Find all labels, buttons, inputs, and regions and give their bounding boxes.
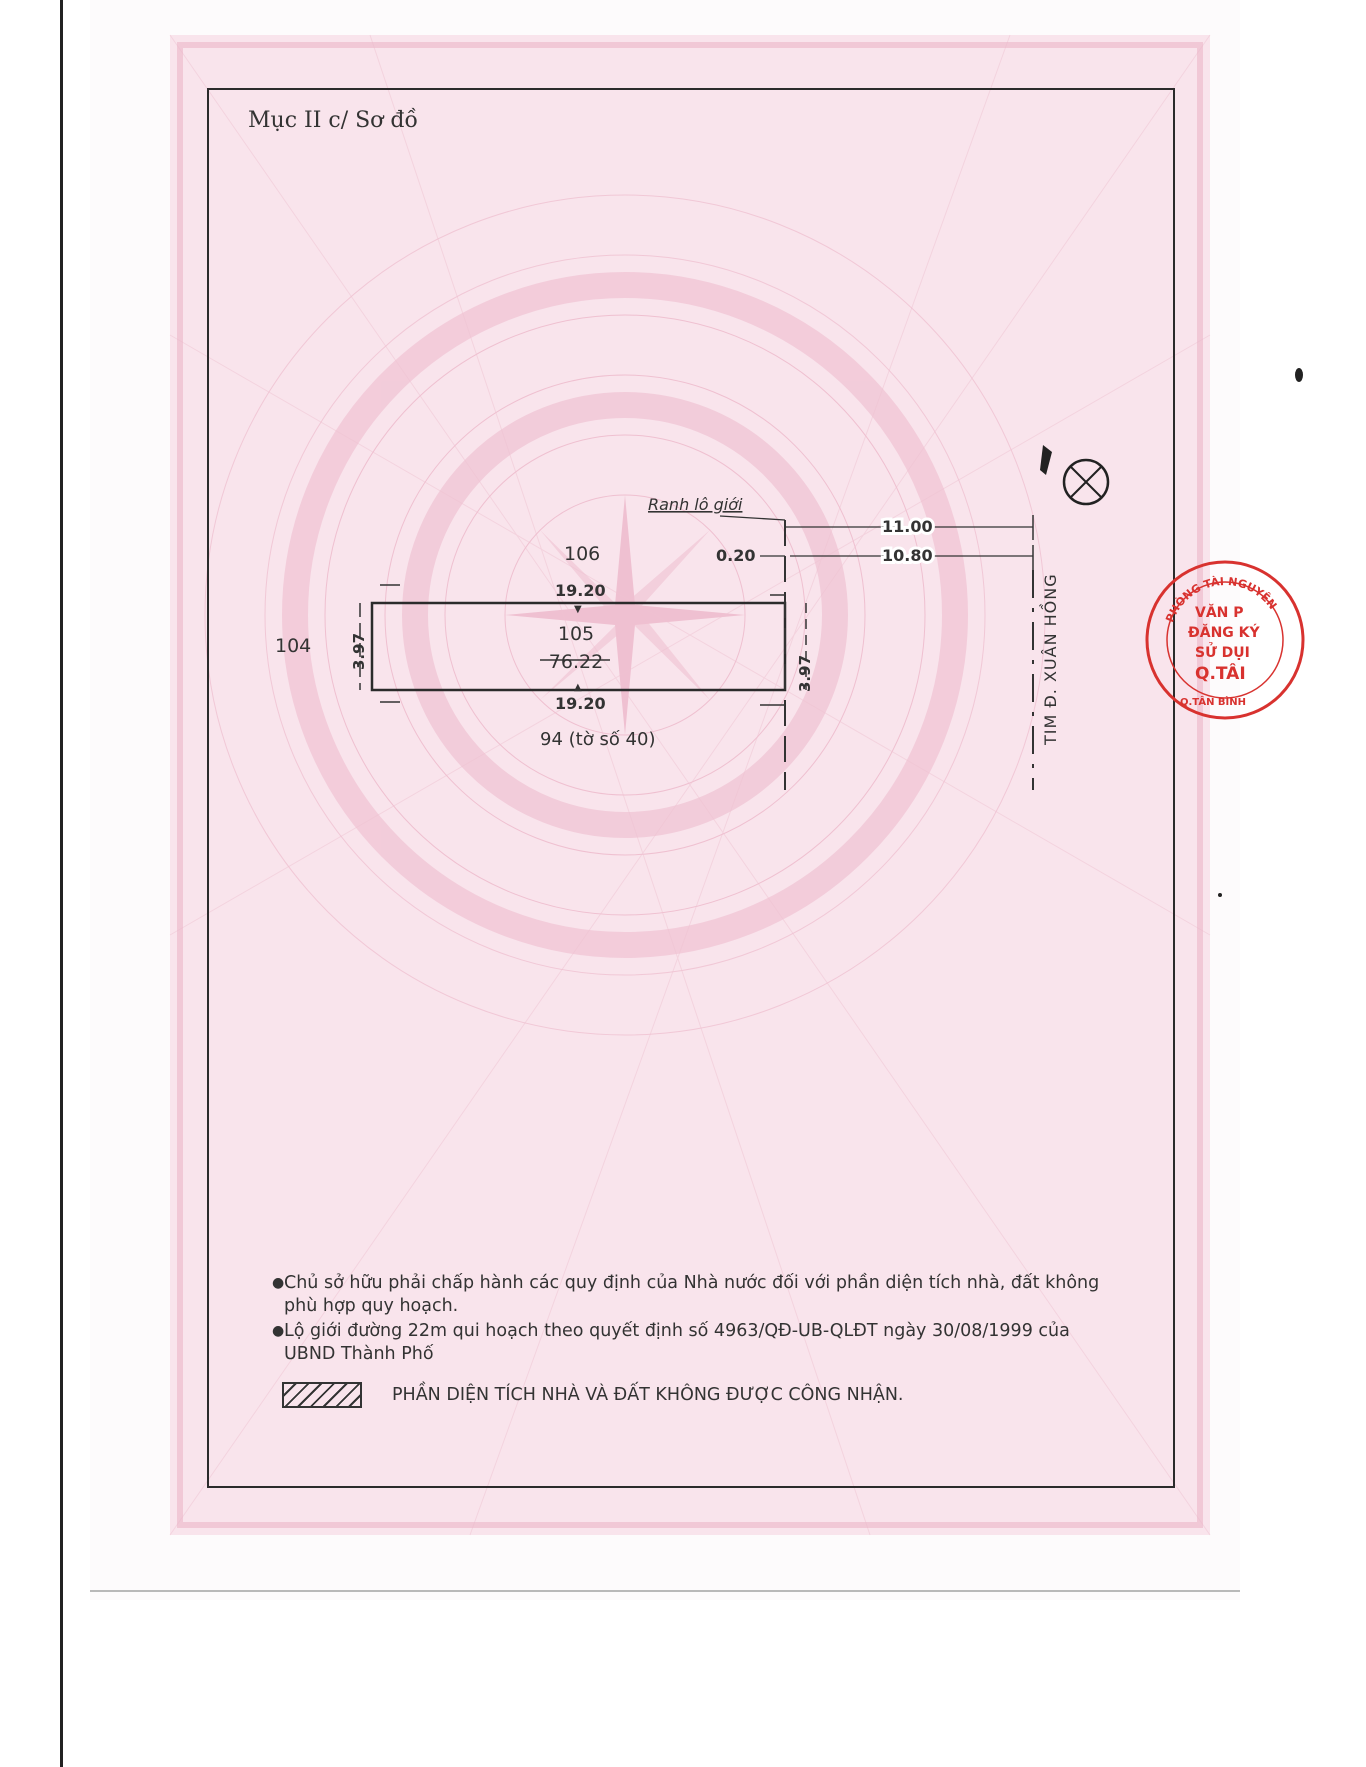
right-width-label: 3.97: [796, 654, 814, 692]
note-text: Chủ sở hữu phải chấp hành các quy định của Nhà nước đối với phần diện tích nhà, đất không phù hợp quy hoạch.: [284, 1273, 1100, 1316]
top-arrow: ▼: [574, 604, 582, 615]
parcel-area: 76.22: [548, 651, 604, 673]
section-title: Mục II c/ Sơ đồ: [248, 108, 418, 133]
scan-speck: [1218, 893, 1222, 897]
bottom-length-label: 19.20: [555, 694, 606, 713]
note-item: [272, 1272, 1122, 1318]
parcel-number: 105: [557, 623, 595, 645]
hatch-swatch: [282, 1382, 362, 1408]
stamp-seal: [1140, 555, 1310, 725]
left-width-label: 3.97: [350, 632, 368, 670]
boundary-label: Ranh lô giới: [648, 495, 743, 514]
official-stamp: [1140, 555, 1280, 725]
neighbor-south: 94 (tờ số 40): [540, 729, 656, 750]
boundary-to-centerline-label: 10.80: [882, 546, 933, 565]
centerline-distance-label: 11.00: [882, 517, 933, 536]
bottom-arrow: ▲: [574, 682, 582, 693]
compass-icon: [1040, 445, 1108, 504]
stamp-bottom-text: Q.TÂN BÌNH: [1180, 697, 1247, 708]
offset-label: 0.20: [716, 546, 756, 565]
top-length-label: 19.20: [555, 581, 606, 600]
stamp-line: ĐĂNG KÝ: [1188, 625, 1260, 641]
road-label: TIM Đ. XUÂN HỒNG: [1041, 573, 1060, 745]
parcel-outline: [372, 603, 785, 690]
notes: [272, 1272, 1122, 1368]
bullet-icon: ●: [272, 1323, 285, 1339]
scan-bottom-edge: [90, 1590, 1240, 1592]
bullet-icon: ●: [272, 1275, 285, 1291]
note-text: Lộ giới đường 22m qui hoạch theo quyết định số 4963/QĐ-UB-QLĐT ngày 30/08/1999 của UBND Thành Phố: [284, 1321, 1070, 1364]
legend: [282, 1382, 903, 1408]
neighbor-west: 104: [275, 635, 312, 657]
neighbor-north: 106: [564, 543, 601, 565]
stamp-line: VĂN P: [1195, 605, 1244, 621]
stamp-line: Q.TÂI: [1195, 664, 1246, 684]
scan-speck: [1295, 368, 1303, 382]
stamp-line: SỬ DỤI: [1195, 645, 1250, 661]
legend-text: PHẦN DIỆN TÍCH NHÀ VÀ ĐẤT KHÔNG ĐƯỢC CÔNG NHẬN.: [392, 1385, 904, 1405]
note-item: [272, 1320, 1122, 1366]
stamp-ring-text: PHÒNG TÀI NGUYÊN: [1163, 574, 1280, 625]
